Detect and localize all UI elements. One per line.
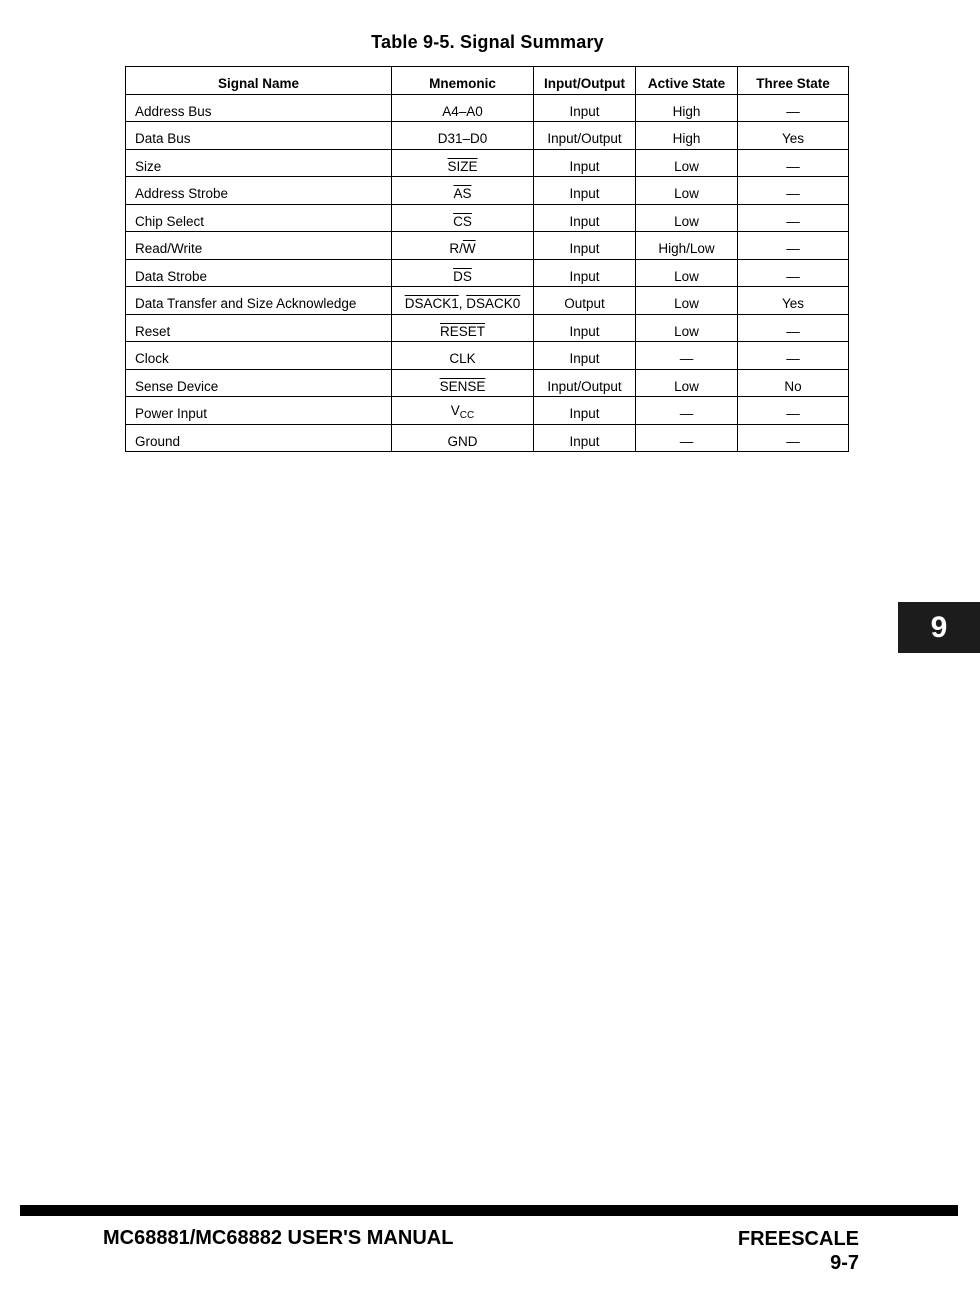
active-state: — [636,424,738,452]
signal-name: Address Bus [126,94,392,122]
active-state: Low [636,149,738,177]
three-state: — [738,342,849,370]
mnemonic-subscript: CC [459,409,475,421]
mnemonic-overbar: $\overline{CS}$ [453,213,472,229]
mnemonic [392,314,534,342]
signal-name: Address Strobe [126,177,392,205]
active-state: High/Low [636,232,738,260]
mnemonic-overbar: DSACK0 [466,296,521,311]
table-row [126,122,849,150]
active-state: High [636,94,738,122]
input-output: Input [534,259,636,287]
header-three-state: Three State [738,67,849,95]
footer-manual-title: MC68881/MC68882 USER'S MANUAL [103,1227,454,1249]
input-output: Input [534,149,636,177]
mnemonic-overbar: $\overline{W}$ [462,241,476,256]
mnemonic [392,232,534,260]
signal-name: Data Strobe [126,259,392,287]
chapter-tab: 9 [898,602,980,653]
table-row [126,369,849,397]
mnemonic [392,149,534,177]
mnemonic-overbar: $\overline{DS}$ [453,268,472,284]
table-row [126,94,849,122]
three-state: — [738,232,849,260]
active-state: — [636,397,738,425]
header-signal-name: Signal Name [126,67,392,95]
input-output: Input/Output [534,122,636,150]
mnemonic [392,259,534,287]
table-row [126,232,849,260]
signal-name: Chip Select [126,204,392,232]
table-row [126,342,849,370]
mnemonic [392,369,534,397]
mnemonic-prefix: R/ [449,241,463,256]
mnemonic-overbar: RESET [439,323,485,339]
table-row [126,424,849,452]
header-input-output: Input/Output [534,67,636,95]
table-row [126,314,849,342]
active-state: Low [636,287,738,315]
table-header-row [126,67,849,95]
table-row [126,204,849,232]
mnemonic: CLK [392,342,534,370]
signal-name: Data Transfer and Size Acknowledge [126,287,392,315]
footer-page-number: 9-7 [830,1252,859,1274]
input-output: Input [534,424,636,452]
signal-name: Sense Device [126,369,392,397]
input-output: Input [534,204,636,232]
mnemonic: GND [392,424,534,452]
input-output: Input [534,94,636,122]
active-state: — [636,342,738,370]
header-mnemonic: Mnemonic [392,67,534,95]
mnemonic-separator: , [458,296,467,311]
mnemonic-overbar: DSACK1 [404,296,459,311]
active-state: Low [636,259,738,287]
table-title: Table 9-5. Signal Summary [371,32,604,52]
signal-name: Reset [126,314,392,342]
three-state: — [738,177,849,205]
table-row [126,397,849,425]
three-state: — [738,204,849,232]
three-state: — [738,314,849,342]
input-output: Input [534,314,636,342]
three-state: No [738,369,849,397]
signal-name: Ground [126,424,392,452]
active-state: Low [636,314,738,342]
table-row [126,149,849,177]
footer-right-block [738,1227,859,1275]
signal-summary-table [125,66,849,452]
three-state: Yes [738,287,849,315]
input-output: Output [534,287,636,315]
three-state: Yes [738,122,849,150]
signal-name: Data Bus [126,122,392,150]
input-output: Input [534,232,636,260]
mnemonic-overbar: $\overline{AS}$ [453,186,472,201]
mnemonic: D31–D0 [392,122,534,150]
input-output: Input [534,397,636,425]
mnemonic: A4–A0 [392,94,534,122]
table-row [126,177,849,205]
signal-name: Size [126,149,392,177]
table-row [126,287,849,315]
footer-publisher: FREESCALE [737,1228,859,1250]
active-state: High [636,122,738,150]
mnemonic-overbar: SENSE [439,378,486,394]
signal-name: Clock [126,342,392,370]
mnemonic-overbar: SIZE [447,158,478,174]
mnemonic [392,287,534,315]
active-state: Low [636,369,738,397]
header-active-state: Active State [636,67,738,95]
active-state: Low [636,177,738,205]
three-state: — [738,149,849,177]
active-state: Low [636,204,738,232]
three-state: — [738,424,849,452]
footer-rule [20,1205,958,1216]
input-output: Input [534,342,636,370]
mnemonic [392,177,534,205]
mnemonic-base: V [450,402,460,418]
mnemonic [392,204,534,232]
signal-name: Read/Write [126,232,392,260]
three-state: — [738,94,849,122]
signal-name: Power Input [126,397,392,425]
input-output: Input/Output [534,369,636,397]
three-state: — [738,397,849,425]
three-state: — [738,259,849,287]
input-output: Input [534,177,636,205]
table-row [126,259,849,287]
mnemonic [392,397,534,425]
